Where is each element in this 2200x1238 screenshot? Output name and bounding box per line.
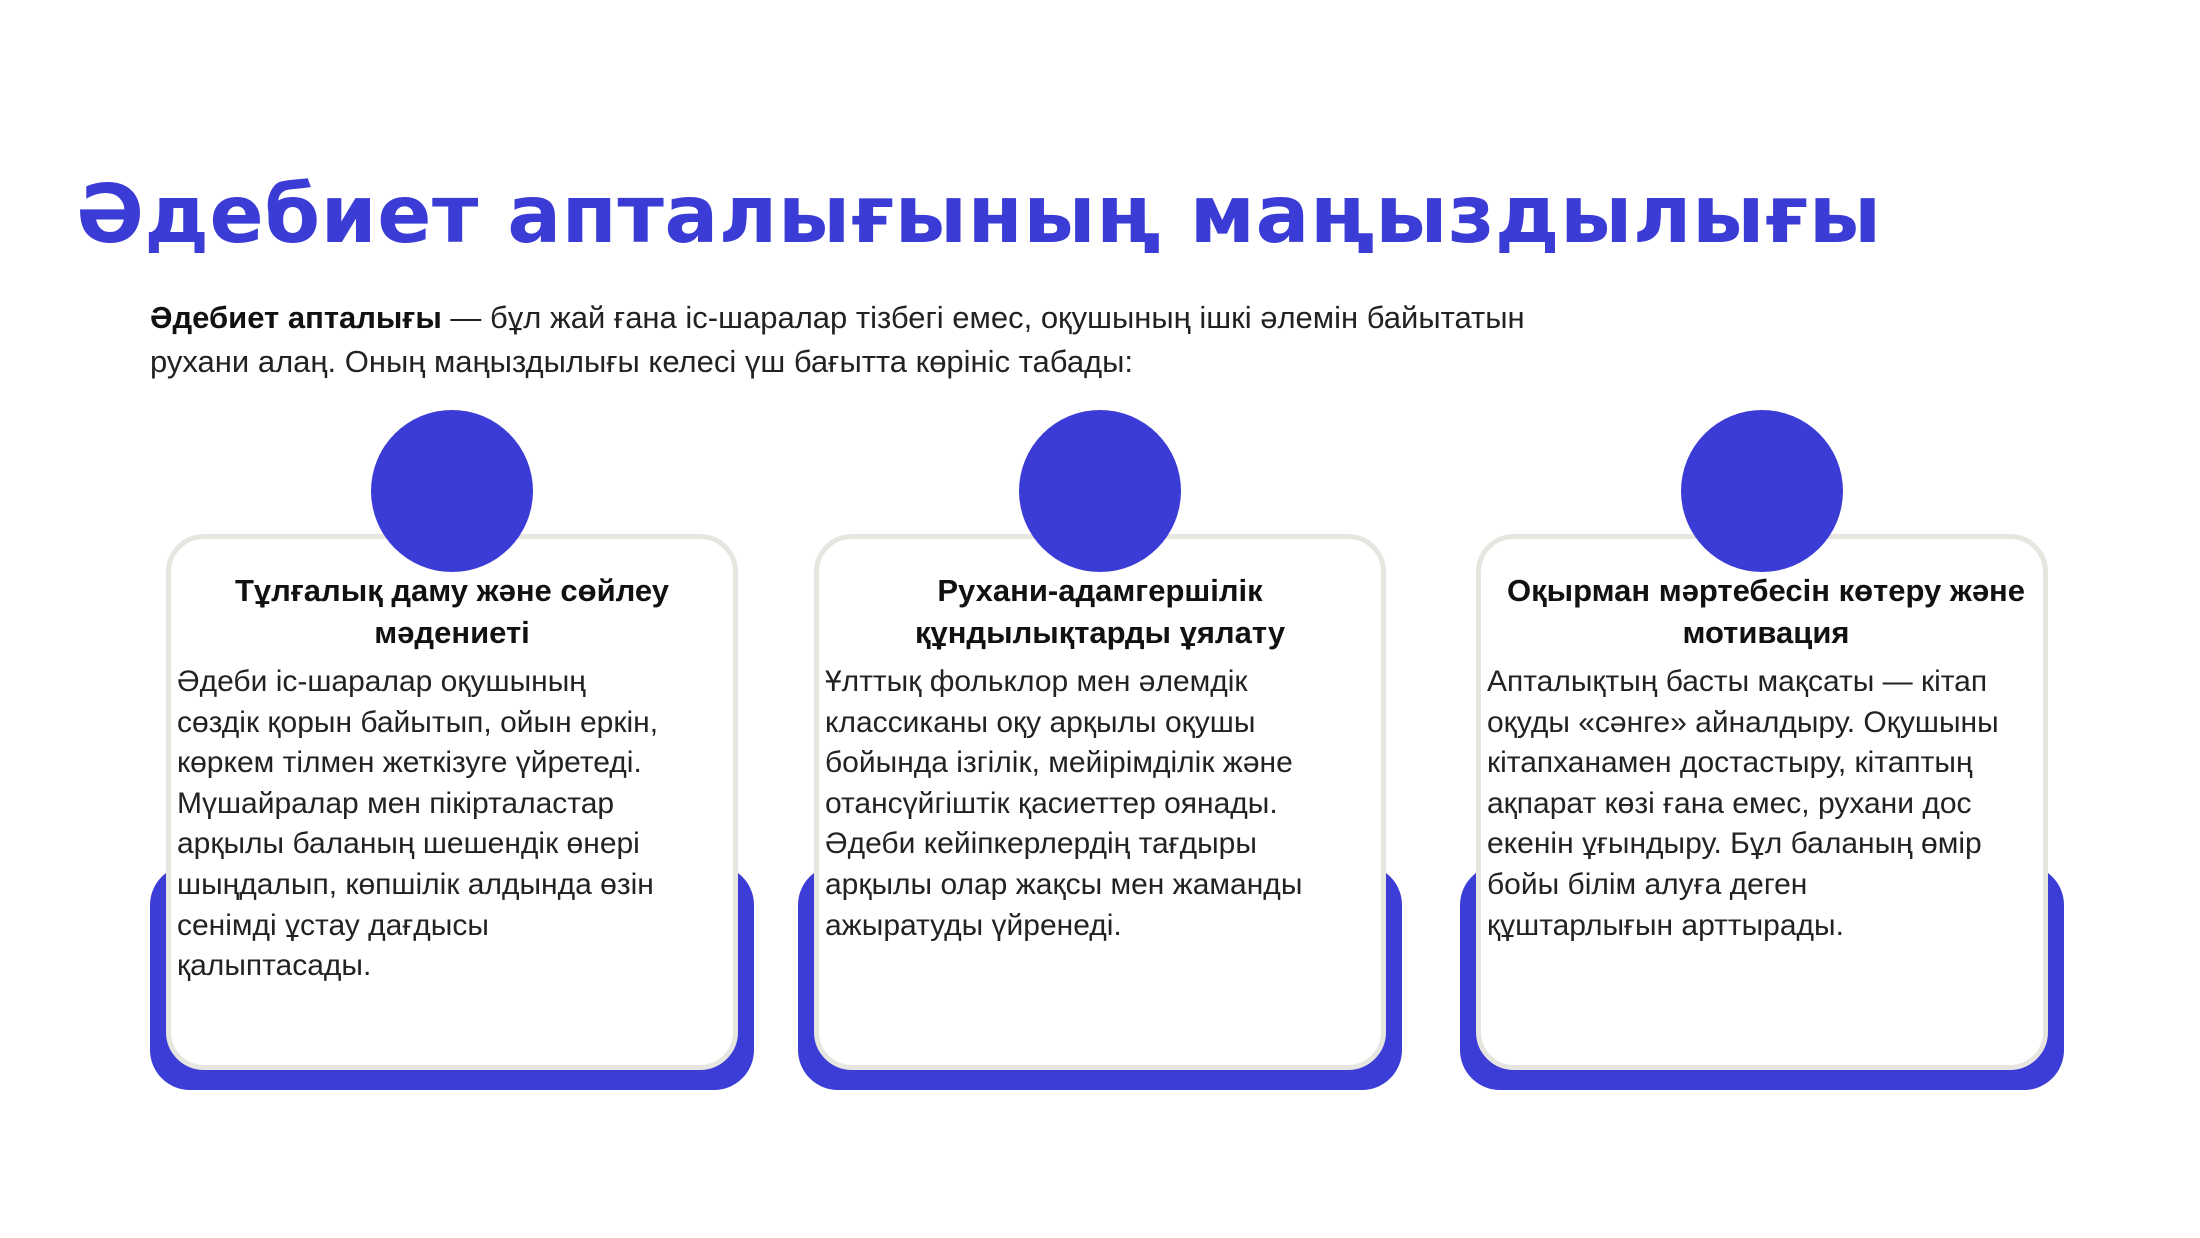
card-text-line: көркем тілмен жеткізуге үйретеді. [177, 746, 642, 780]
card-title [1454, 570, 2078, 654]
card-description [825, 662, 1384, 946]
card-text-line: сөздік қорын байытып, ойын еркін, [177, 705, 659, 739]
card-moral-values [798, 410, 1402, 1090]
card-text-line: кітапханамен достастыру, кітаптың [1487, 746, 1973, 780]
intro-bold-term: Әдебиет апталығы [150, 300, 442, 335]
card-title-line-1: Тұлғалық даму және сөйлеу [235, 573, 669, 608]
card-text-line: бойы білім алуға деген [1487, 867, 1808, 901]
card-text-line: Әдеби кейіпкерлердің тағдыры [825, 827, 1257, 861]
card-personal-development [150, 410, 754, 1090]
card-text-line: Ұлттық фольклор мен әлемдік [825, 665, 1248, 698]
intro-line-2: рухани алаң. Оның маңыздылығы келесі үш бағытта көрініс табады: [150, 344, 1134, 379]
card-circle-icon [1681, 410, 1843, 572]
card-title-line-1: Оқырман мәртебесін көтеру және [1506, 573, 2026, 608]
card-text-line: арқылы баланың шешендік өнері [177, 827, 640, 861]
card-text-line: Мүшайралар мен пікірталастар [177, 786, 615, 820]
card-text-line: екенін ұғындыру. Бұл баланың өмір [1487, 827, 1982, 861]
card-circle-icon [371, 410, 533, 572]
card-description [177, 662, 736, 987]
card-title-line-2: мотивация [1682, 615, 1850, 650]
card-reader-motivation [1460, 410, 2064, 1090]
card-text-line: бойында ізгілік, мейірімділік және [825, 746, 1293, 780]
card-text-line: отансүйгіштік қасиеттер оянады. [825, 786, 1278, 820]
card-title-line-2: құндылықтарды ұялату [914, 615, 1286, 650]
card-text-line: Әдеби іс-шаралар оқушының [177, 665, 586, 698]
card-circle-icon [1019, 410, 1181, 572]
card-text-line: шыңдалып, көпшілік алдында өзін [177, 867, 654, 901]
card-title [798, 570, 1402, 654]
card-text-line: сенімді ұстау дағдысы [177, 908, 489, 942]
card-description [1487, 662, 2046, 946]
card-text-line: оқуды «сәнге» айналдыру. Оқушыны [1487, 705, 1999, 739]
page-title: Әдебиет апталығының маңыздылығы [76, 168, 1882, 261]
intro-paragraph [150, 296, 1790, 384]
card-text-line: арқылы олар жақсы мен жаманды [825, 867, 1303, 901]
card-title-line-2: мәдениеті [374, 615, 530, 650]
card-text-line: классиканы оқу арқылы оқушы [825, 705, 1256, 739]
card-title-line-1: Рухани-адамгершілік [937, 573, 1263, 608]
card-text-line: қалыптасады. [177, 949, 372, 983]
intro-line-1: — бұл жай ғана іс-шаралар тізбегі емес, оқушының ішкі әлемін байытатын [441, 300, 1525, 335]
card-title [150, 570, 754, 654]
card-text-line: құштарлығын арттырады. [1487, 908, 1844, 942]
card-text-line: Апталықтың басты мақсаты — кітап [1487, 665, 1988, 698]
card-text-line: ақпарат көзі ғана емес, рухани дос [1487, 786, 1972, 820]
card-text-line: ажыратуды үйренеді. [825, 908, 1122, 942]
